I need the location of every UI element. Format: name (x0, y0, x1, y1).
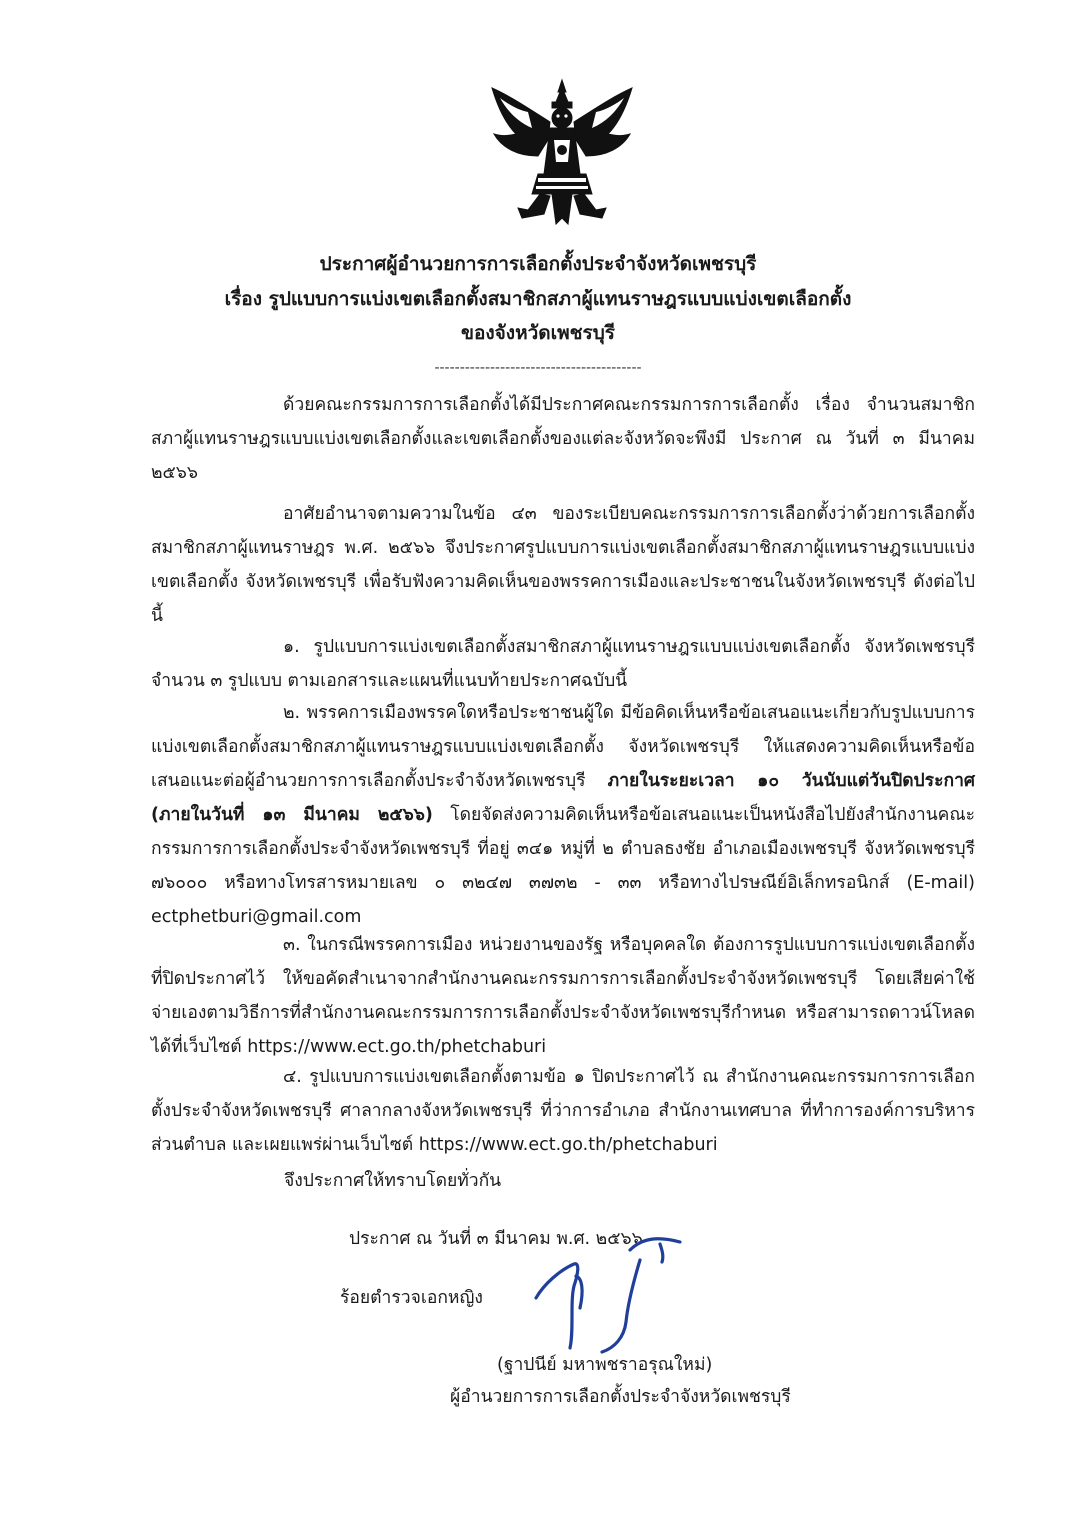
title-line-1: ประกาศผู้อำนวยการการเลือกตั้งประจำจังหวัดเพชรบุรี (319, 253, 757, 275)
closing-statement: จึงประกาศให้ทราบโดยทั่วกัน (284, 1171, 502, 1191)
list-item-2-text-b: โดยจัดส่งความคิดเห็นหรือข้อเสนอแนะเป็นหนังสือไปยังสำนักงานคณะกรรมการการเลือกตั้งประจำจังหวัดเพชรบุรี ที่อยู่ ๓๔๑ หมู่ที่ ๒ ตำบลธงชัย อำเภอเมืองเพชรบุรี จังหวัดเพชรบุรี ๗๖๐๐๐ หรือทางโทรสารหมายเลข ๐ ๓๒๔๗ ๓๗๓๒ - ๓๓ หรือทางไปรษณีย์อิเล็กทรอนิกส์ (E-mail) ectphetburi@gmail.com (151, 805, 975, 927)
list-item-2 (151, 696, 975, 934)
title-line-2: เรื่อง รูปแบบการแบ่งเขตเลือกตั้งสมาชิกสภาผู้แทนราษฎรแบบแบ่งเขตเลือกตั้ง (224, 288, 852, 310)
signer-name: (ฐาปนีย์ มหาพชราอรุณใหม่) (497, 1355, 713, 1375)
handwritten-signature (530, 1230, 700, 1365)
paragraph-1: ด้วยคณะกรรมการการเลือกตั้งได้มีประกาศคณะกรรมการการเลือกตั้ง เรื่อง จำนวนสมาชิกสภาผู้แทนราษฎรแบบแบ่งเขตเลือกตั้งและเขตเลือกตั้งของแต่ละจังหวัดจะพึงมี ประกาศ ณ วันที่ ๓ มีนาคม ๒๕๖๖ (151, 395, 975, 483)
signer-position: ผู้อำนวยการการเลือกตั้งประจำจังหวัดเพชรบุรี (450, 1387, 791, 1407)
paragraph-2: อาศัยอำนาจตามความในข้อ ๔๓ ของระเบียบคณะกรรมการการเลือกตั้งว่าด้วยการเลือกตั้งสมาชิกสภาผู้แทนราษฎร พ.ศ. ๒๕๖๖ จึงประกาศรูปแบบการแบ่งเขตเลือกตั้งสมาชิกสภาผู้แทนราษฎรแบบแบ่งเขตเลือกตั้ง จังหวัดเพชรบุรี เพื่อรับฟังความคิดเห็นของพรรคการเมืองและประชาชนในจังหวัดเพชรบุรี ดังต่อไปนี้ (151, 504, 975, 626)
list-item-1: ๑. รูปแบบการแบ่งเขตเลือกตั้งสมาชิกสภาผู้แทนราษฎรแบบแบ่งเขตเลือกตั้ง จังหวัดเพชรบุรี จำนวน ๓ รูปแบบ ตามเอกสารและแผนที่แนบท้ายประกาศฉบับนี้ (151, 637, 975, 691)
list-item-2-text-a: ๒. พรรคการเมืองพรรคใดหรือประชาชนผู้ใด มีข้อคิดเห็นหรือข้อเสนอแนะเกี่ยวกับรูปแบบการแบ่งเขตเลือกตั้งสมาชิกสภาผู้แทนราษฎรแบบแบ่งเขตเลือกตั้ง จังหวัดเพชรบุรี ให้แสดงความคิดเห็นหรือข้อเสนอแนะต่อผู้อำนวยการการเลือกตั้งประจำจังหวัดเพชรบุรี (151, 703, 975, 791)
title-line-3: ของจังหวัดเพชรบุรี (460, 322, 615, 344)
list-item-4: ๔. รูปแบบการแบ่งเขตเลือกตั้งตามข้อ ๑ ปิดประกาศไว้ ณ สำนักงานคณะกรรมการการเลือกตั้งประจำจังหวัดเพชรบุรี ศาลากลางจังหวัดเพชรบุรี ที่ว่าการอำเภอ สำนักงานเทศบาล ที่ทำการองค์การบริหารส่วนตำบล และเผยแพร่ผ่านเว็บไซต์ https://www.ect.go.th/phetchaburi (151, 1067, 975, 1155)
list-item-2-deadline: ภายในระยะเวลา ๑๐ วันนับแต่วันปิดประกาศ (ภายในวันที่ ๑๓ มีนาคม ๒๕๖๖) (151, 771, 976, 825)
announcement-date: ประกาศ ณ วันที่ ๓ มีนาคม พ.ศ. ๒๕๖๖ (349, 1229, 643, 1249)
title-divider: ----------------------------------------- (434, 360, 642, 376)
signer-rank: ร้อยตำรวจเอกหญิง (340, 1288, 483, 1308)
garuda-emblem-icon (488, 78, 636, 226)
list-item-3: ๓. ในกรณีพรรคการเมือง หน่วยงานของรัฐ หรือบุคคลใด ต้องการรูปแบบการแบ่งเขตเลือกตั้งที่ปิดประกาศไว้ ให้ขอคัดสำเนาจากสำนักงานคณะกรรมการการเลือกตั้งประจำจังหวัดเพชรบุรี โดยเสียค่าใช้จ่ายเองตามวิธีการที่สำนักงานคณะกรรมการการเลือกตั้งประจำจังหวัดเพชรบุรีกำหนด หรือสามารถดาวน์โหลดได้ที่เว็บไซต์ https://www.ect.go.th/phetchaburi (151, 935, 975, 1057)
